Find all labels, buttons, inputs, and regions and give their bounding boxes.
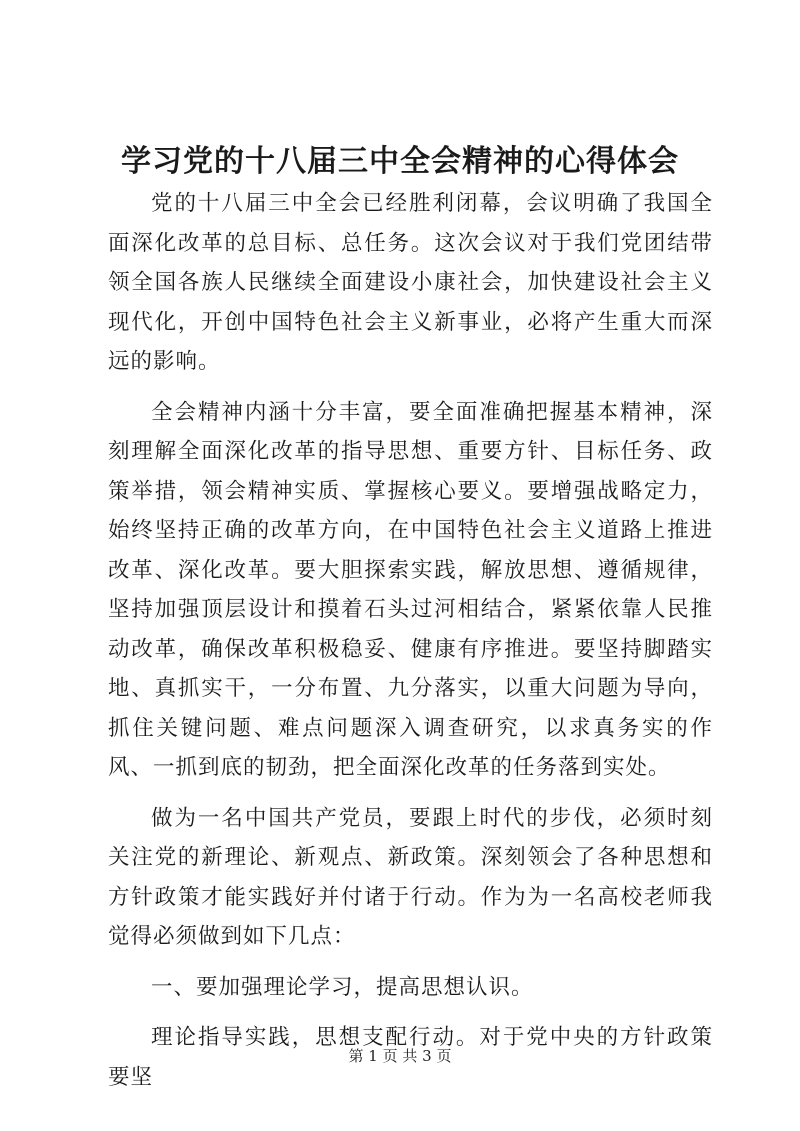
document-body bbox=[108, 184, 713, 1108]
document-title: 学习党的十八届三中全会精神的心得体会 bbox=[121, 144, 679, 179]
paragraph-2: 全会精神内涵十分丰富，要全面准确把握基本精神，深刻理解全面深化改革的指导思想、重要方针、目标任务、政策举措，领会精神实质、掌握核心要义。要增强战略定力，始终坚持正确的改革方向，在中国特色社会主义道路上推进改革、深化改革。要大胆探索实践，解放思想、遵循规律，坚持加强顶层设计和摸着石头过河相结合，紧紧依靠人民推动改革，确保改革积极稳妥、健康有序推进。要坚持脚踏实地、真抓实干，一分布置、九分落实，以重大问题为导向，抓住关键问题、难点问题深入调查研究，以求真务实的作风、一抓到底的韧劲，把全面深化改革的任务落到实处。 bbox=[108, 399, 713, 780]
paragraph-3: 做为一名中国共产党员，要跟上时代的步伐，必须时刻关注党的新理论、新观点、新政策。深刻领会了各种思想和方针政策才能实践好并付诸于行动。作为为一名高校老师我觉得必须做到如下几点： bbox=[108, 805, 713, 949]
paragraph-4: 理论指导实践，思想支配行动。对于党中央的方针政策要坚 bbox=[108, 1025, 713, 1090]
paragraph-1: 党的十八届三中全会已经胜利闭幕，会议明确了我国全面深化改革的总目标、总任务。这次会议对于我们党团结带领全国各族人民继续全面建设小康社会，加快建设社会主义现代化，开创中国特色社会主义新事业，必将产生重大而深远的影响。 bbox=[108, 191, 713, 374]
section-heading-1: 一、要加强理论学习，提高思想认识。 bbox=[151, 974, 534, 1000]
page-footer: 第 1 页 共 3 页 bbox=[348, 1047, 452, 1065]
